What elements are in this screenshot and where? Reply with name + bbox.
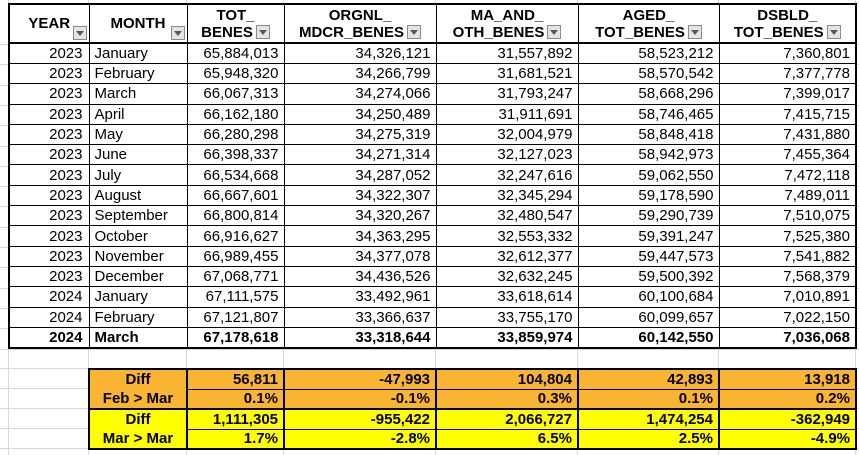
cell-aged-tot-benes[interactable]: 60,100,684 (578, 287, 719, 307)
cell-tot-benes[interactable]: 66,534,668 (187, 165, 284, 185)
column-header-year[interactable] (9, 4, 89, 43)
table-row (9, 327, 856, 348)
summary-diff-row (89, 369, 856, 389)
filter-dropdown-button[interactable] (407, 25, 421, 39)
cell-orgnl-mdcr-benes[interactable]: 34,250,489 (284, 104, 436, 124)
cell-orgnl-mdcr-benes[interactable]: 34,271,314 (284, 145, 436, 165)
column-header-label-line2: MDCR_BENES (298, 23, 404, 41)
filter-dropdown-button[interactable] (827, 25, 841, 39)
cell-dsbld-tot-benes[interactable]: 7,455,364 (719, 145, 856, 165)
cell-tot-benes[interactable]: 66,989,455 (187, 246, 284, 266)
summary-diff-cell[interactable]: 2,066,727 (436, 409, 578, 429)
cell-year[interactable]: 2023 (9, 185, 89, 205)
cell-tot-benes[interactable]: 67,178,618 (187, 327, 284, 348)
cell-tot-benes[interactable]: 65,884,013 (187, 43, 284, 64)
column-header-label-line1: TOT_ (216, 6, 255, 24)
cell-dsbld-tot-benes[interactable]: 7,415,715 (719, 104, 856, 124)
cell-ma-and-oth-benes[interactable]: 31,557,892 (436, 43, 578, 64)
cell-ma-and-oth-benes[interactable]: 32,345,294 (436, 185, 578, 205)
cell-month[interactable]: July (89, 165, 187, 185)
summary-pct-row (89, 429, 856, 449)
cell-year[interactable]: 2023 (9, 43, 89, 64)
summary-diff-cell[interactable]: 1,474,254 (578, 409, 719, 429)
cell-orgnl-mdcr-benes[interactable]: 34,326,121 (284, 43, 436, 64)
chevron-down-icon (410, 30, 418, 35)
column-header-line2 (299, 24, 421, 41)
column-header-content (285, 7, 436, 41)
cell-ma-and-oth-benes[interactable]: 32,247,616 (436, 165, 578, 185)
cell-year[interactable]: 2024 (9, 327, 89, 348)
cell-ma-and-oth-benes[interactable]: 31,793,247 (436, 84, 578, 104)
summary-pct-cell[interactable]: 2.5% (578, 429, 719, 449)
cell-tot-benes[interactable]: 66,067,313 (187, 84, 284, 104)
cell-year[interactable]: 2023 (9, 266, 89, 286)
cell-year[interactable]: 2023 (9, 64, 89, 84)
summary-pct-row (89, 389, 856, 409)
cell-ma-and-oth-benes[interactable]: 32,553,332 (436, 226, 578, 246)
cell-tot-benes[interactable]: 66,398,337 (187, 145, 284, 165)
cell-year[interactable]: 2024 (9, 307, 89, 327)
summary-label-line2: Mar > Mar (102, 430, 174, 447)
table-row (9, 226, 856, 246)
cell-ma-and-oth-benes[interactable]: 33,859,974 (436, 327, 578, 348)
column-header-dsbld-tot-benes[interactable] (719, 4, 856, 43)
cell-ma-and-oth-benes[interactable]: 33,755,170 (436, 307, 578, 327)
summary-pct-cell[interactable]: -0.1% (284, 389, 436, 409)
column-header-label-line1: ORGNL_ (328, 6, 392, 24)
table-row (9, 185, 856, 205)
cell-dsbld-tot-benes[interactable]: 7,568,379 (719, 266, 856, 286)
column-header-label-line2: BENES (201, 23, 253, 41)
cell-month[interactable]: October (89, 226, 187, 246)
column-header-line2 (595, 24, 702, 41)
cell-ma-and-oth-benes[interactable]: 32,612,377 (436, 246, 578, 266)
summary-diff-cell[interactable]: 42,893 (578, 369, 719, 389)
cell-ma-and-oth-benes[interactable]: 31,911,691 (436, 104, 578, 124)
column-header-content (437, 7, 578, 41)
chevron-down-icon (76, 31, 84, 36)
cell-orgnl-mdcr-benes[interactable]: 34,287,052 (284, 165, 436, 185)
table-row (9, 84, 856, 104)
column-header-tot-benes[interactable] (187, 4, 284, 43)
column-header-line2 (734, 24, 841, 41)
table-row (9, 145, 856, 165)
column-header-label-line1: YEAR (28, 15, 71, 32)
filter-dropdown-button[interactable] (688, 25, 702, 39)
chevron-down-icon (830, 30, 838, 35)
summary-label-line1: Diff (125, 411, 151, 428)
filter-dropdown-button[interactable] (73, 26, 87, 40)
cell-aged-tot-benes[interactable]: 60,099,657 (578, 307, 719, 327)
cell-tot-benes[interactable]: 66,280,298 (187, 124, 284, 144)
cell-orgnl-mdcr-benes[interactable]: 34,266,799 (284, 64, 436, 84)
cell-dsbld-tot-benes[interactable]: 7,431,880 (719, 124, 856, 144)
cell-dsbld-tot-benes[interactable]: 7,360,801 (719, 43, 856, 64)
column-header-label-line1: MONTH (110, 15, 166, 32)
cell-year[interactable]: 2023 (9, 165, 89, 185)
table-row (9, 307, 856, 327)
cell-month[interactable]: January (89, 43, 187, 64)
cell-tot-benes[interactable]: 67,121,807 (187, 307, 284, 327)
cell-dsbld-tot-benes[interactable]: 7,022,150 (719, 307, 856, 327)
cell-year[interactable]: 2023 (9, 206, 89, 226)
filter-dropdown-button[interactable] (547, 25, 561, 39)
cell-ma-and-oth-benes[interactable]: 31,681,521 (436, 64, 578, 84)
cell-dsbld-tot-benes[interactable]: 7,472,118 (719, 165, 856, 185)
cell-orgnl-mdcr-benes[interactable]: 34,320,267 (284, 206, 436, 226)
cell-orgnl-mdcr-benes[interactable]: 34,436,526 (284, 266, 436, 286)
cell-year[interactable]: 2023 (9, 246, 89, 266)
cell-orgnl-mdcr-benes[interactable]: 33,366,637 (284, 307, 436, 327)
summary-pct-cell[interactable]: 0.1% (187, 389, 284, 409)
filter-dropdown-button[interactable] (256, 25, 270, 39)
cell-year[interactable]: 2024 (9, 287, 89, 307)
cell-dsbld-tot-benes[interactable]: 7,036,068 (719, 327, 856, 348)
cell-dsbld-tot-benes[interactable]: 7,377,778 (719, 64, 856, 84)
header-row (9, 4, 856, 43)
cell-dsbld-tot-benes[interactable]: 7,525,380 (719, 226, 856, 246)
cell-aged-tot-benes[interactable]: 60,142,550 (578, 327, 719, 348)
cell-orgnl-mdcr-benes[interactable]: 34,275,319 (284, 124, 436, 144)
column-header-content (579, 7, 719, 41)
table-row (9, 124, 856, 144)
cell-month[interactable]: November (89, 246, 187, 266)
column-header-line2 (453, 24, 562, 41)
summary-label-cell[interactable] (89, 409, 187, 449)
cell-aged-tot-benes[interactable]: 59,500,392 (578, 266, 719, 286)
cell-orgnl-mdcr-benes[interactable]: 34,274,066 (284, 84, 436, 104)
filter-dropdown-button[interactable] (171, 26, 185, 40)
column-header-ma-and-oth-benes[interactable] (436, 4, 578, 43)
summary-diff-cell[interactable]: 56,811 (187, 369, 284, 389)
cell-aged-tot-benes[interactable]: 59,447,573 (578, 246, 719, 266)
column-header-label-line2: TOT_BENES (733, 23, 824, 41)
cell-year[interactable]: 2023 (9, 84, 89, 104)
cell-tot-benes[interactable]: 67,111,575 (187, 287, 284, 307)
cell-dsbld-tot-benes[interactable]: 7,489,011 (719, 185, 856, 205)
cell-aged-tot-benes[interactable]: 59,391,247 (578, 226, 719, 246)
cell-ma-and-oth-benes[interactable]: 33,618,614 (436, 287, 578, 307)
summary-diff-cell[interactable]: -47,993 (284, 369, 436, 389)
table-row (9, 43, 856, 64)
summary-pct-cell[interactable]: 0.3% (436, 389, 578, 409)
cell-ma-and-oth-benes[interactable]: 32,632,245 (436, 266, 578, 286)
column-header-label-line2: OTH_BENES (452, 23, 545, 41)
cell-month[interactable]: May (89, 124, 187, 144)
benes-data-table (8, 3, 857, 349)
table-row (9, 165, 856, 185)
table-row (9, 104, 856, 124)
table-row (9, 64, 856, 84)
cell-tot-benes[interactable]: 65,948,320 (187, 64, 284, 84)
summary-pct-cell[interactable]: 6.5% (436, 429, 578, 449)
column-header-aged-tot-benes[interactable] (578, 4, 719, 43)
summary-diff-cell[interactable]: -955,422 (284, 409, 436, 429)
chevron-down-icon (691, 30, 699, 35)
cell-year[interactable]: 2023 (9, 226, 89, 246)
cell-aged-tot-benes[interactable]: 58,848,418 (578, 124, 719, 144)
cell-tot-benes[interactable]: 66,162,180 (187, 104, 284, 124)
column-header-content (188, 7, 284, 41)
table-row (9, 206, 856, 226)
cell-dsbld-tot-benes[interactable]: 7,010,891 (719, 287, 856, 307)
summary-pct-cell[interactable]: 1.7% (187, 429, 284, 449)
summary-diff-cell[interactable]: 1,111,305 (187, 409, 284, 429)
cell-dsbld-tot-benes[interactable]: 7,510,075 (719, 206, 856, 226)
cell-dsbld-tot-benes[interactable]: 7,399,017 (719, 84, 856, 104)
cell-month[interactable]: February (89, 64, 187, 84)
cell-dsbld-tot-benes[interactable]: 7,541,882 (719, 246, 856, 266)
cell-month[interactable]: January (89, 287, 187, 307)
column-header-label-line2: TOT_BENES (595, 23, 685, 41)
column-header-label-line1: AGED_ (622, 6, 675, 24)
chevron-down-icon (550, 30, 558, 35)
cell-orgnl-mdcr-benes[interactable]: 33,318,644 (284, 327, 436, 348)
cell-ma-and-oth-benes[interactable]: 32,127,023 (436, 145, 578, 165)
cell-aged-tot-benes[interactable]: 58,746,465 (578, 104, 719, 124)
cell-aged-tot-benes[interactable]: 58,570,542 (578, 64, 719, 84)
cell-month[interactable]: June (89, 145, 187, 165)
cell-month[interactable]: August (89, 185, 187, 205)
cell-year[interactable]: 2023 (9, 104, 89, 124)
cell-month[interactable]: September (89, 206, 187, 226)
table-row (9, 266, 856, 286)
summary-diff-cell[interactable]: 104,804 (436, 369, 578, 389)
cell-aged-tot-benes[interactable]: 58,942,973 (578, 145, 719, 165)
summary-diff-cell[interactable]: 13,918 (719, 369, 856, 389)
chevron-down-icon (174, 31, 182, 36)
summary-pct-cell[interactable]: 0.2% (719, 389, 856, 409)
cell-aged-tot-benes[interactable]: 58,668,296 (578, 84, 719, 104)
summary-label-line1: Diff (125, 371, 151, 388)
summary-pct-cell[interactable]: 0.1% (578, 389, 719, 409)
summary-label-cell[interactable] (89, 369, 187, 409)
column-header-label-line1: DSBLD_ (757, 6, 818, 24)
cell-tot-benes[interactable]: 66,667,601 (187, 185, 284, 205)
cell-tot-benes[interactable]: 66,916,627 (187, 226, 284, 246)
cell-aged-tot-benes[interactable]: 58,523,212 (578, 43, 719, 64)
summary-diff-row (89, 409, 856, 429)
cell-tot-benes[interactable]: 66,800,814 (187, 206, 284, 226)
cell-month[interactable]: February (89, 307, 187, 327)
column-header-label-line1: MA_AND_ (470, 6, 544, 24)
cell-aged-tot-benes[interactable]: 59,178,590 (578, 185, 719, 205)
column-header-line2 (201, 24, 270, 41)
cell-aged-tot-benes[interactable]: 59,062,550 (578, 165, 719, 185)
cell-tot-benes[interactable]: 67,068,771 (187, 266, 284, 286)
cell-orgnl-mdcr-benes[interactable]: 34,363,295 (284, 226, 436, 246)
cell-month[interactable]: March (89, 327, 187, 348)
cell-orgnl-mdcr-benes[interactable]: 34,377,078 (284, 246, 436, 266)
summary-pct-cell[interactable]: -2.8% (284, 429, 436, 449)
cell-month[interactable]: March (89, 84, 187, 104)
cell-orgnl-mdcr-benes[interactable]: 33,492,961 (284, 287, 436, 307)
table-row (9, 287, 856, 307)
column-header-orgnl-mdcr-benes[interactable] (284, 4, 436, 43)
summary-pct-cell[interactable]: -4.9% (719, 429, 856, 449)
cell-month[interactable]: April (89, 104, 187, 124)
cell-ma-and-oth-benes[interactable]: 32,004,979 (436, 124, 578, 144)
cell-orgnl-mdcr-benes[interactable]: 34,322,307 (284, 185, 436, 205)
cell-year[interactable]: 2023 (9, 124, 89, 144)
diff-summary-table (88, 368, 857, 450)
chevron-down-icon (259, 30, 267, 35)
summary-diff-cell[interactable]: -362,949 (719, 409, 856, 429)
cell-month[interactable]: December (89, 266, 187, 286)
table-row (9, 246, 856, 266)
cell-ma-and-oth-benes[interactable]: 32,480,547 (436, 206, 578, 226)
cell-aged-tot-benes[interactable]: 59,290,739 (578, 206, 719, 226)
column-header-content (720, 7, 856, 41)
column-header-month[interactable] (89, 4, 187, 43)
cell-year[interactable]: 2023 (9, 145, 89, 165)
summary-label-line2: Feb > Mar (102, 390, 174, 407)
